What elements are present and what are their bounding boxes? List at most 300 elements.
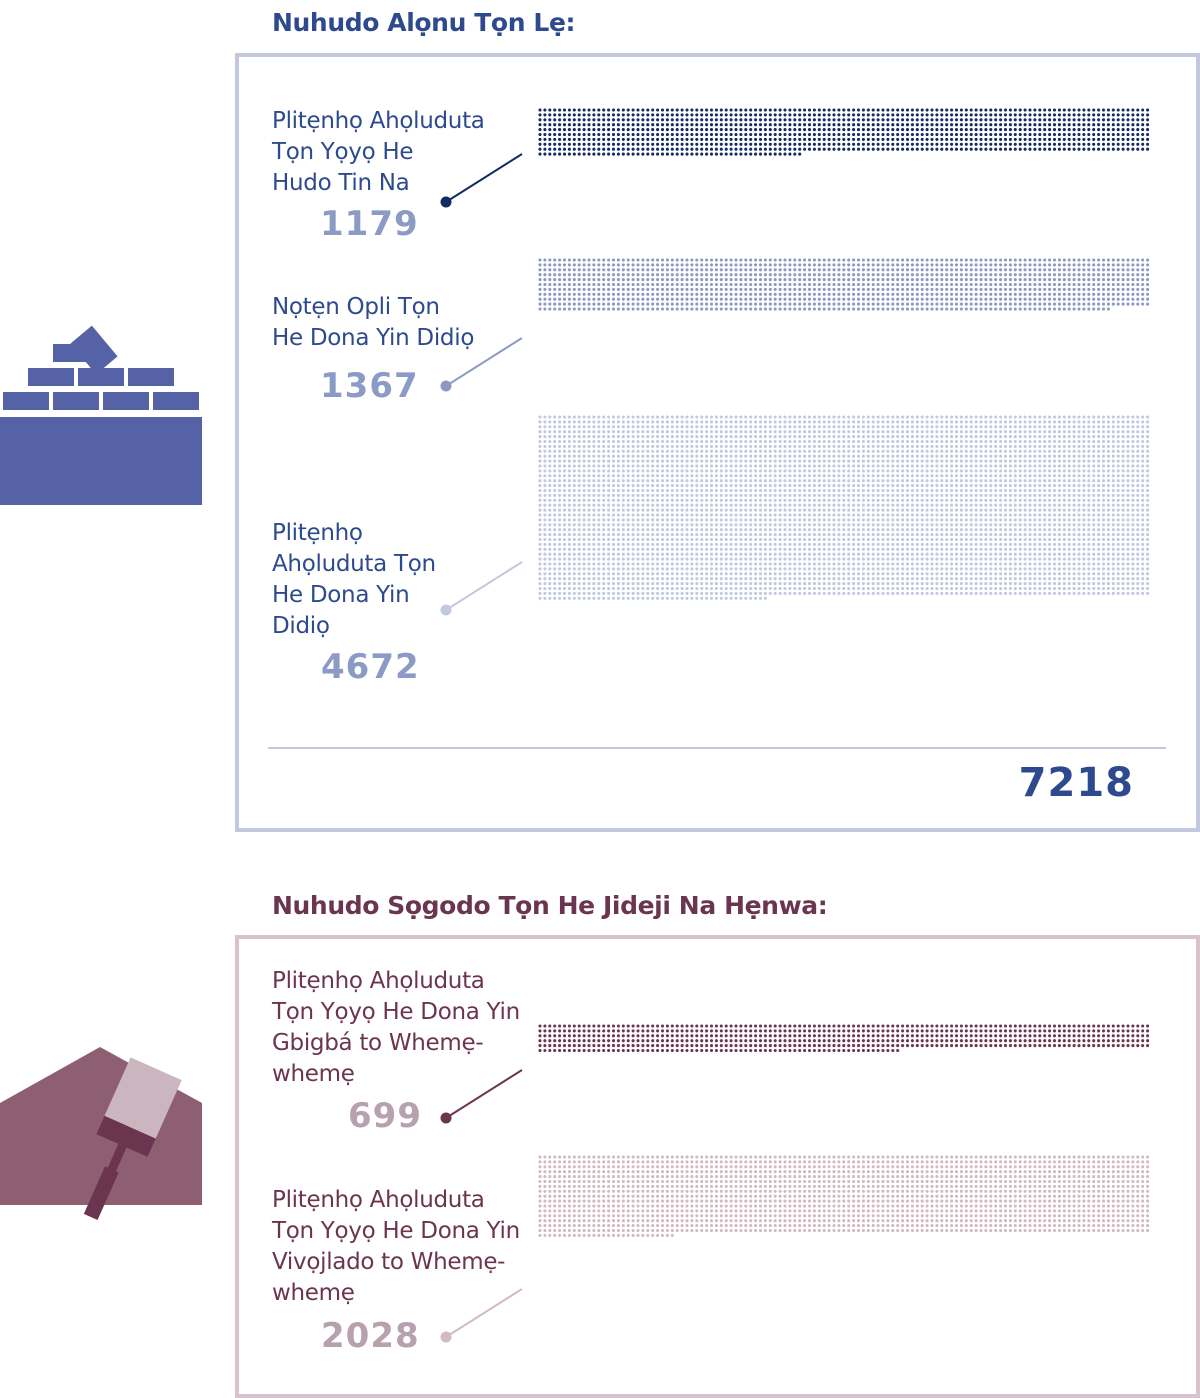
dot	[607, 113, 610, 116]
dot	[955, 430, 958, 433]
dot	[872, 504, 875, 507]
dot	[671, 435, 674, 438]
dot	[705, 258, 708, 261]
dot	[622, 113, 625, 116]
dot	[872, 494, 875, 497]
dot	[744, 420, 747, 423]
dot	[1136, 123, 1139, 126]
dot	[999, 293, 1002, 296]
dot	[685, 435, 688, 438]
dot	[872, 445, 875, 448]
dot	[965, 450, 968, 453]
dot	[705, 425, 708, 428]
dot	[690, 113, 693, 116]
dot	[685, 494, 688, 497]
dot	[627, 484, 630, 487]
dot	[646, 263, 649, 266]
dot	[1068, 278, 1071, 281]
dot	[1019, 283, 1022, 286]
dot	[1102, 484, 1105, 487]
dot	[891, 430, 894, 433]
dot	[681, 450, 684, 453]
dot	[553, 148, 556, 151]
dot	[930, 133, 933, 136]
dot	[867, 307, 870, 310]
dot	[1146, 108, 1149, 111]
dot	[1122, 108, 1125, 111]
dot	[1014, 415, 1017, 418]
dot	[1063, 494, 1066, 497]
dot	[715, 128, 718, 131]
dot	[906, 425, 909, 428]
dot	[548, 469, 551, 472]
dot	[1009, 108, 1012, 111]
dot	[1087, 307, 1090, 310]
dot	[666, 440, 669, 443]
dot	[867, 293, 870, 296]
dot	[607, 307, 610, 310]
dot	[926, 504, 929, 507]
dot	[847, 445, 850, 448]
dot	[739, 425, 742, 428]
dot	[1112, 425, 1115, 428]
dot	[1117, 499, 1120, 502]
dot	[720, 489, 723, 492]
dot	[769, 474, 772, 477]
dot	[661, 113, 664, 116]
dot	[553, 143, 556, 146]
dot	[622, 489, 625, 492]
dot	[587, 133, 590, 136]
dot	[617, 303, 620, 306]
dot	[867, 504, 870, 507]
dot	[1009, 307, 1012, 310]
dot	[656, 415, 659, 418]
dot	[725, 113, 728, 116]
dot	[573, 440, 576, 443]
dot	[730, 143, 733, 146]
dot	[563, 298, 566, 301]
dot	[842, 450, 845, 453]
dot	[656, 293, 659, 296]
dot	[656, 113, 659, 116]
dot	[837, 113, 840, 116]
dot	[975, 273, 978, 276]
dot	[896, 420, 899, 423]
dot	[1073, 113, 1076, 116]
dot	[793, 138, 796, 141]
dot	[671, 278, 674, 281]
dot	[685, 464, 688, 467]
dot	[1063, 258, 1066, 261]
dot	[857, 288, 860, 291]
dot	[1102, 464, 1105, 467]
dot	[1043, 293, 1046, 296]
dot	[842, 298, 845, 301]
dot	[989, 113, 992, 116]
dot	[1122, 499, 1125, 502]
dot	[852, 494, 855, 497]
dot	[1068, 479, 1071, 482]
dot	[940, 494, 943, 497]
dot	[636, 445, 639, 448]
dot	[617, 469, 620, 472]
dot	[965, 113, 968, 116]
dot	[901, 499, 904, 502]
dot	[832, 288, 835, 291]
dot	[1102, 460, 1105, 463]
dot	[607, 489, 610, 492]
dot	[666, 283, 669, 286]
dot	[872, 474, 875, 477]
dot	[877, 298, 880, 301]
dot	[837, 469, 840, 472]
dot	[896, 138, 899, 141]
dot	[945, 118, 948, 121]
dot	[681, 108, 684, 111]
dot	[999, 128, 1002, 131]
dot	[872, 469, 875, 472]
dot	[1019, 268, 1022, 271]
dot	[779, 464, 782, 467]
dot	[1136, 460, 1139, 463]
dot	[1048, 435, 1051, 438]
dot	[1082, 484, 1085, 487]
dot	[1136, 293, 1139, 296]
dot	[725, 273, 728, 276]
dot	[705, 460, 708, 463]
dot	[617, 479, 620, 482]
dot	[749, 263, 752, 266]
dot	[774, 474, 777, 477]
dot	[901, 464, 904, 467]
dot	[1009, 133, 1012, 136]
dot	[553, 118, 556, 121]
dot	[1058, 469, 1061, 472]
dot	[720, 425, 723, 428]
dot	[622, 450, 625, 453]
dot	[818, 138, 821, 141]
dot	[1097, 469, 1100, 472]
dot	[681, 445, 684, 448]
dot	[1087, 258, 1090, 261]
dot	[583, 425, 586, 428]
dot	[734, 435, 737, 438]
dot	[989, 283, 992, 286]
dot	[563, 489, 566, 492]
dot	[1048, 123, 1051, 126]
dot	[1146, 283, 1149, 286]
dot	[602, 123, 605, 126]
dot	[553, 430, 556, 433]
dot	[1136, 474, 1139, 477]
dot	[764, 415, 767, 418]
dot	[779, 489, 782, 492]
dot	[994, 469, 997, 472]
dot	[1048, 288, 1051, 291]
dot	[587, 460, 590, 463]
dot	[1053, 489, 1056, 492]
dot	[538, 128, 541, 131]
dot	[999, 469, 1002, 472]
dot	[847, 450, 850, 453]
dot	[1097, 283, 1100, 286]
dot	[842, 469, 845, 472]
dot	[651, 113, 654, 116]
dot	[568, 303, 571, 306]
dot	[930, 464, 933, 467]
dot	[881, 430, 884, 433]
dot	[725, 509, 728, 512]
dot	[587, 148, 590, 151]
dot	[1053, 494, 1056, 497]
dot	[1082, 293, 1085, 296]
dot	[862, 133, 865, 136]
dot	[1048, 303, 1051, 306]
dot	[685, 460, 688, 463]
dot	[597, 118, 600, 121]
dot	[739, 445, 742, 448]
dot	[592, 455, 595, 458]
dot	[1136, 455, 1139, 458]
dot	[1063, 143, 1066, 146]
dot	[955, 464, 958, 467]
dot	[1087, 460, 1090, 463]
dot	[666, 415, 669, 418]
dot	[877, 474, 880, 477]
dot	[769, 293, 772, 296]
dot	[744, 460, 747, 463]
dot	[891, 138, 894, 141]
dot	[1122, 133, 1125, 136]
dot	[970, 479, 973, 482]
dot	[695, 128, 698, 131]
dot	[847, 288, 850, 291]
dot	[749, 469, 752, 472]
dot	[935, 113, 938, 116]
dot	[1131, 128, 1134, 131]
dot	[627, 420, 630, 423]
dot	[994, 123, 997, 126]
dot	[543, 283, 546, 286]
dot	[685, 425, 688, 428]
dot	[886, 484, 889, 487]
dot	[823, 430, 826, 433]
dot	[592, 440, 595, 443]
dot	[1068, 450, 1071, 453]
dot	[788, 293, 791, 296]
dot	[788, 263, 791, 266]
dot	[921, 273, 924, 276]
dot	[1028, 298, 1031, 301]
dot	[945, 435, 948, 438]
dot	[710, 445, 713, 448]
dot	[730, 303, 733, 306]
dot	[754, 118, 757, 121]
dot	[568, 464, 571, 467]
dot	[1097, 464, 1100, 467]
dot	[896, 148, 899, 151]
dot	[607, 133, 610, 136]
dot	[1053, 273, 1056, 276]
dot	[578, 450, 581, 453]
dot	[705, 469, 708, 472]
dot	[573, 293, 576, 296]
dot	[872, 108, 875, 111]
dot	[1053, 430, 1056, 433]
dot	[779, 430, 782, 433]
dot	[950, 263, 953, 266]
dot	[681, 263, 684, 266]
dot	[597, 113, 600, 116]
dot	[1014, 474, 1017, 477]
dot	[1102, 440, 1105, 443]
dot	[759, 430, 762, 433]
dot	[960, 484, 963, 487]
dot	[1068, 445, 1071, 448]
dot	[636, 113, 639, 116]
dot	[793, 278, 796, 281]
dot	[1043, 489, 1046, 492]
dot	[1146, 504, 1149, 507]
dot	[862, 484, 865, 487]
dot	[715, 435, 718, 438]
dot	[877, 435, 880, 438]
dot	[563, 474, 566, 477]
dot	[1102, 450, 1105, 453]
dot	[553, 484, 556, 487]
dot	[744, 307, 747, 310]
dot	[690, 288, 693, 291]
dot	[930, 288, 933, 291]
dot	[1058, 450, 1061, 453]
dot	[1141, 464, 1144, 467]
dot	[896, 474, 899, 477]
dot	[823, 288, 826, 291]
dot	[739, 440, 742, 443]
dot	[617, 143, 620, 146]
dot	[877, 450, 880, 453]
dot	[1146, 263, 1149, 266]
dot	[935, 499, 938, 502]
dot	[989, 148, 992, 151]
dot	[1033, 138, 1036, 141]
dot	[867, 258, 870, 261]
dot	[989, 494, 992, 497]
dot	[886, 283, 889, 286]
dot	[832, 118, 835, 121]
dot	[1053, 479, 1056, 482]
dot	[1053, 108, 1056, 111]
dot	[734, 445, 737, 448]
dot	[681, 293, 684, 296]
dot	[793, 133, 796, 136]
dot	[783, 425, 786, 428]
dot	[538, 268, 541, 271]
dot	[788, 298, 791, 301]
dot	[1126, 278, 1129, 281]
dot	[999, 148, 1002, 151]
dot	[705, 128, 708, 131]
dot	[769, 143, 772, 146]
dot	[627, 123, 630, 126]
dot	[597, 263, 600, 266]
dot	[710, 504, 713, 507]
dot	[754, 474, 757, 477]
dot	[1028, 268, 1031, 271]
dot	[837, 263, 840, 266]
dot	[1082, 148, 1085, 151]
dot	[553, 440, 556, 443]
dot	[970, 303, 973, 306]
dot	[734, 460, 737, 463]
dot	[583, 504, 586, 507]
dot	[916, 278, 919, 281]
dot	[793, 499, 796, 502]
dot	[617, 123, 620, 126]
dot	[984, 278, 987, 281]
dot	[730, 489, 733, 492]
dot	[695, 113, 698, 116]
dot	[837, 118, 840, 121]
dot	[872, 479, 875, 482]
dot	[656, 430, 659, 433]
dot	[828, 293, 831, 296]
dot	[852, 133, 855, 136]
dot	[1014, 435, 1017, 438]
dot	[1033, 464, 1036, 467]
dot	[1097, 138, 1100, 141]
dot	[754, 123, 757, 126]
dot	[666, 273, 669, 276]
dot	[1117, 123, 1120, 126]
dot	[916, 445, 919, 448]
dot	[979, 455, 982, 458]
dot	[793, 303, 796, 306]
dot	[1014, 148, 1017, 151]
dot	[602, 499, 605, 502]
dot	[651, 263, 654, 266]
dot	[646, 303, 649, 306]
dot	[553, 509, 556, 512]
dot	[886, 469, 889, 472]
dot	[935, 435, 938, 438]
dot	[818, 494, 821, 497]
dot	[651, 455, 654, 458]
dot	[1131, 148, 1134, 151]
dot	[891, 293, 894, 296]
dot	[994, 108, 997, 111]
dot	[1126, 293, 1129, 296]
dot	[656, 464, 659, 467]
dot	[1136, 108, 1139, 111]
dot	[906, 278, 909, 281]
dot	[764, 489, 767, 492]
dot	[921, 268, 924, 271]
dot	[1077, 268, 1080, 271]
dot	[857, 278, 860, 281]
dot	[1087, 440, 1090, 443]
dot	[759, 474, 762, 477]
dot	[955, 469, 958, 472]
dot	[793, 469, 796, 472]
dot	[989, 464, 992, 467]
dot	[1112, 128, 1115, 131]
dot	[779, 258, 782, 261]
dot	[764, 138, 767, 141]
dot	[930, 420, 933, 423]
dot	[578, 273, 581, 276]
